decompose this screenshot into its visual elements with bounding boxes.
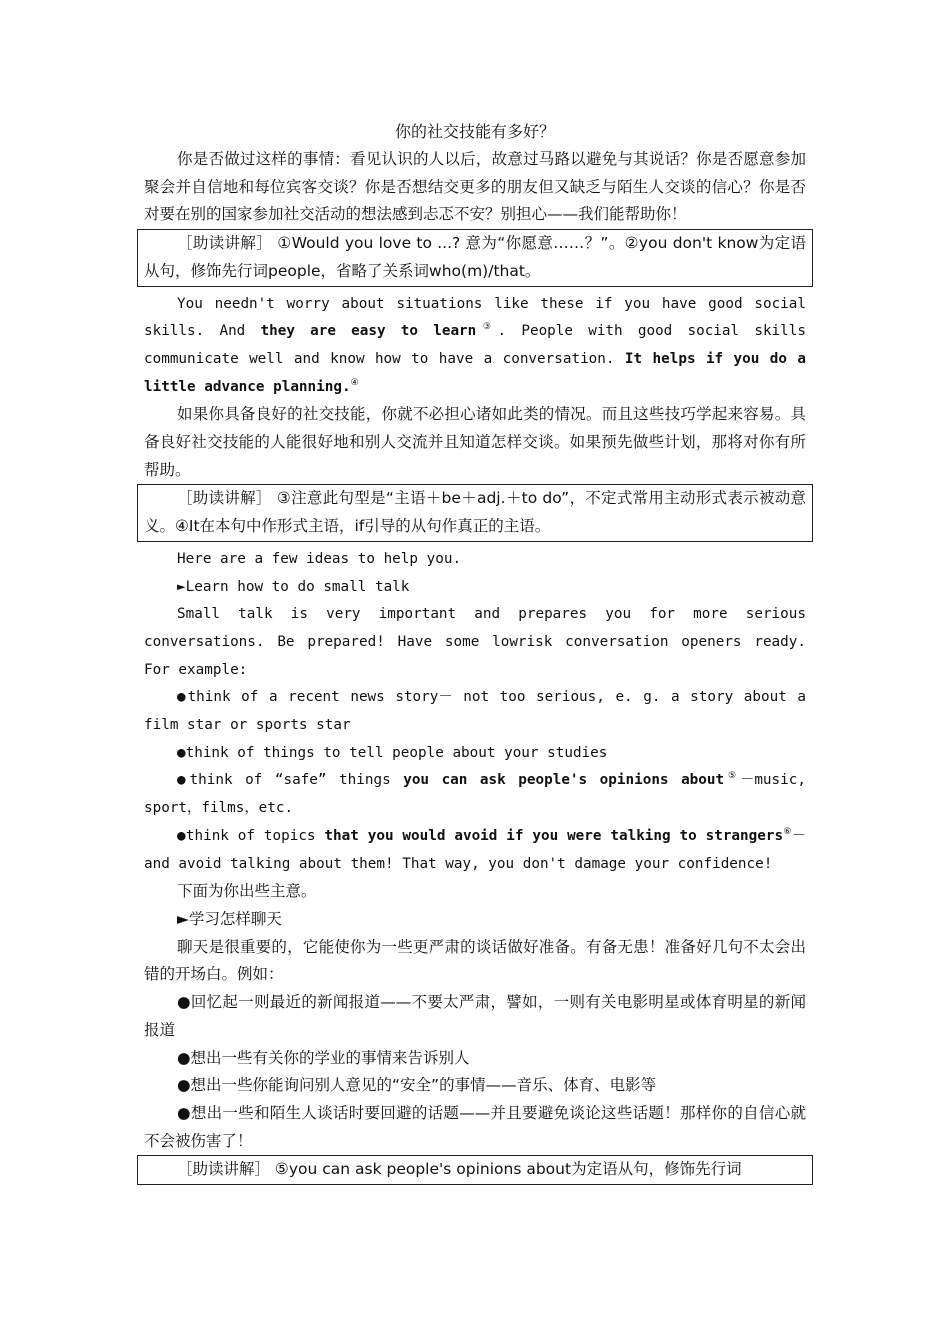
bullet-4-en (144, 823, 806, 878)
paragraph-1-en (144, 291, 806, 402)
bullet3-text-a: ●think of “safe” things (177, 772, 404, 789)
bullet-1-en: ●think of a recent news story－ not too serious, e. g. a story about a film star or sports star (144, 689, 806, 734)
footnote-mark-3: ③ (476, 322, 498, 333)
reading-note-3: ［助读讲解］ ⑤you can ask people's opinions about为定语从句，修饰先行词 (177, 1160, 742, 1179)
para1-text-a: You needn't worry about situations like these if you have good social skills. And (144, 295, 806, 340)
bullet-4-zh: ●想出一些和陌生人谈话时要回避的话题——并且要避免谈论这些话题！那样你的自信心就不会被伤害了！ (144, 1103, 806, 1150)
bullet-1-zh: ●回忆起一则最近的新闻报道——不要太严肃，譬如，一则有关电影明星或体育明星的新闻报道 (144, 993, 806, 1039)
bullet3-bold-b: you can ask people's opinions about (403, 772, 725, 789)
footnote-mark-6: ⑥ (783, 826, 792, 837)
section-heading-zh: ►学习怎样聊天 (177, 909, 282, 928)
bullet-2-zh: ●想出一些有关你的学业的事情来告诉别人 (177, 1048, 470, 1067)
para1-text-c: . People with good social skills communicate well and know how to have a conversation. (144, 323, 806, 367)
intro-paragraph-zh: 你是否做过这样的事情：看见认识的人以后，故意过马路以避免与其说话？你是否愿意参加聚会并自信地和每位宾客交谈？你是否想结交更多的朋友但又缺乏与陌生人交谈的信心？你是否对要在别的国家参加社交活动的想法感到忐忑不安？别担心——我们能帮助你！ (144, 150, 806, 224)
page-content (144, 118, 806, 1185)
bullet-2-en: ●think of things to tell people about your studies (177, 744, 608, 761)
bullet-3-en (144, 767, 806, 822)
paragraph-1-zh: 如果你具备良好的社交技能，你就不必担心诸如此类的情况。而且这些技巧学起来容易。具备良好社交技能的人能很好地和别人交流并且知道怎样交谈。如果预先做些计划，那将对你有所帮助。 (144, 405, 806, 479)
para1-bold-d: It helps if you do a little advance planning (144, 350, 806, 395)
bullet3-text-c: －music, sport，films，etc. (144, 772, 806, 817)
bullet4-text-c: －and avoid talking about them! That way, you don't damage your confidence! (144, 827, 806, 872)
reading-note-box-3 (137, 1155, 813, 1185)
small-talk-paragraph-en: Small talk is very important and prepares you for more serious conversations. Be prepared! Have some lowrisk conversation openers ready. For example: (144, 606, 806, 678)
para1-bold-b: they are easy to learn (260, 323, 477, 340)
reading-note-1: ［助读讲解］ ①Would you love to ...? 意为“你愿意……？”。②you don't know为定语从句，修饰先行词people，省略了关系词who(m)/that。 (144, 234, 806, 280)
page-title: 你的社交技能有多好？ (394, 122, 555, 141)
section-heading-en: ►Learn how to do small talk (177, 578, 410, 595)
ideas-line-en: Here are a few ideas to help you. (177, 550, 462, 567)
reading-note-box-1 (137, 229, 813, 286)
bullet4-bold-b: that you would avoid if you were talking to strangers (324, 827, 784, 844)
footnote-mark-5: ⑤ (724, 771, 741, 782)
footnote-mark-4: ④ (350, 377, 359, 388)
reading-note-box-2 (137, 484, 813, 541)
bullet-3-zh: ●想出一些你能询问别人意见的“安全”的事情——音乐、体育、电影等 (177, 1076, 657, 1095)
bullet4-text-a: ●think of topics (177, 827, 325, 844)
reading-note-2: ［助读讲解］ ③注意此句型是“主语＋be＋adj.＋to do”，不定式常用主动形式表示被动意义。④It在本句中作形式主语，if引导的从句作真正的主语。 (144, 489, 806, 536)
para1-text-e: . (341, 378, 351, 395)
ideas-line-zh: 下面为你出些主意。 (177, 882, 317, 901)
small-talk-paragraph-zh: 聊天是很重要的，它能使你为一些更严肃的谈话做好准备。有备无患！准备好几句不太会出错的开场白。例如： (144, 937, 806, 984)
